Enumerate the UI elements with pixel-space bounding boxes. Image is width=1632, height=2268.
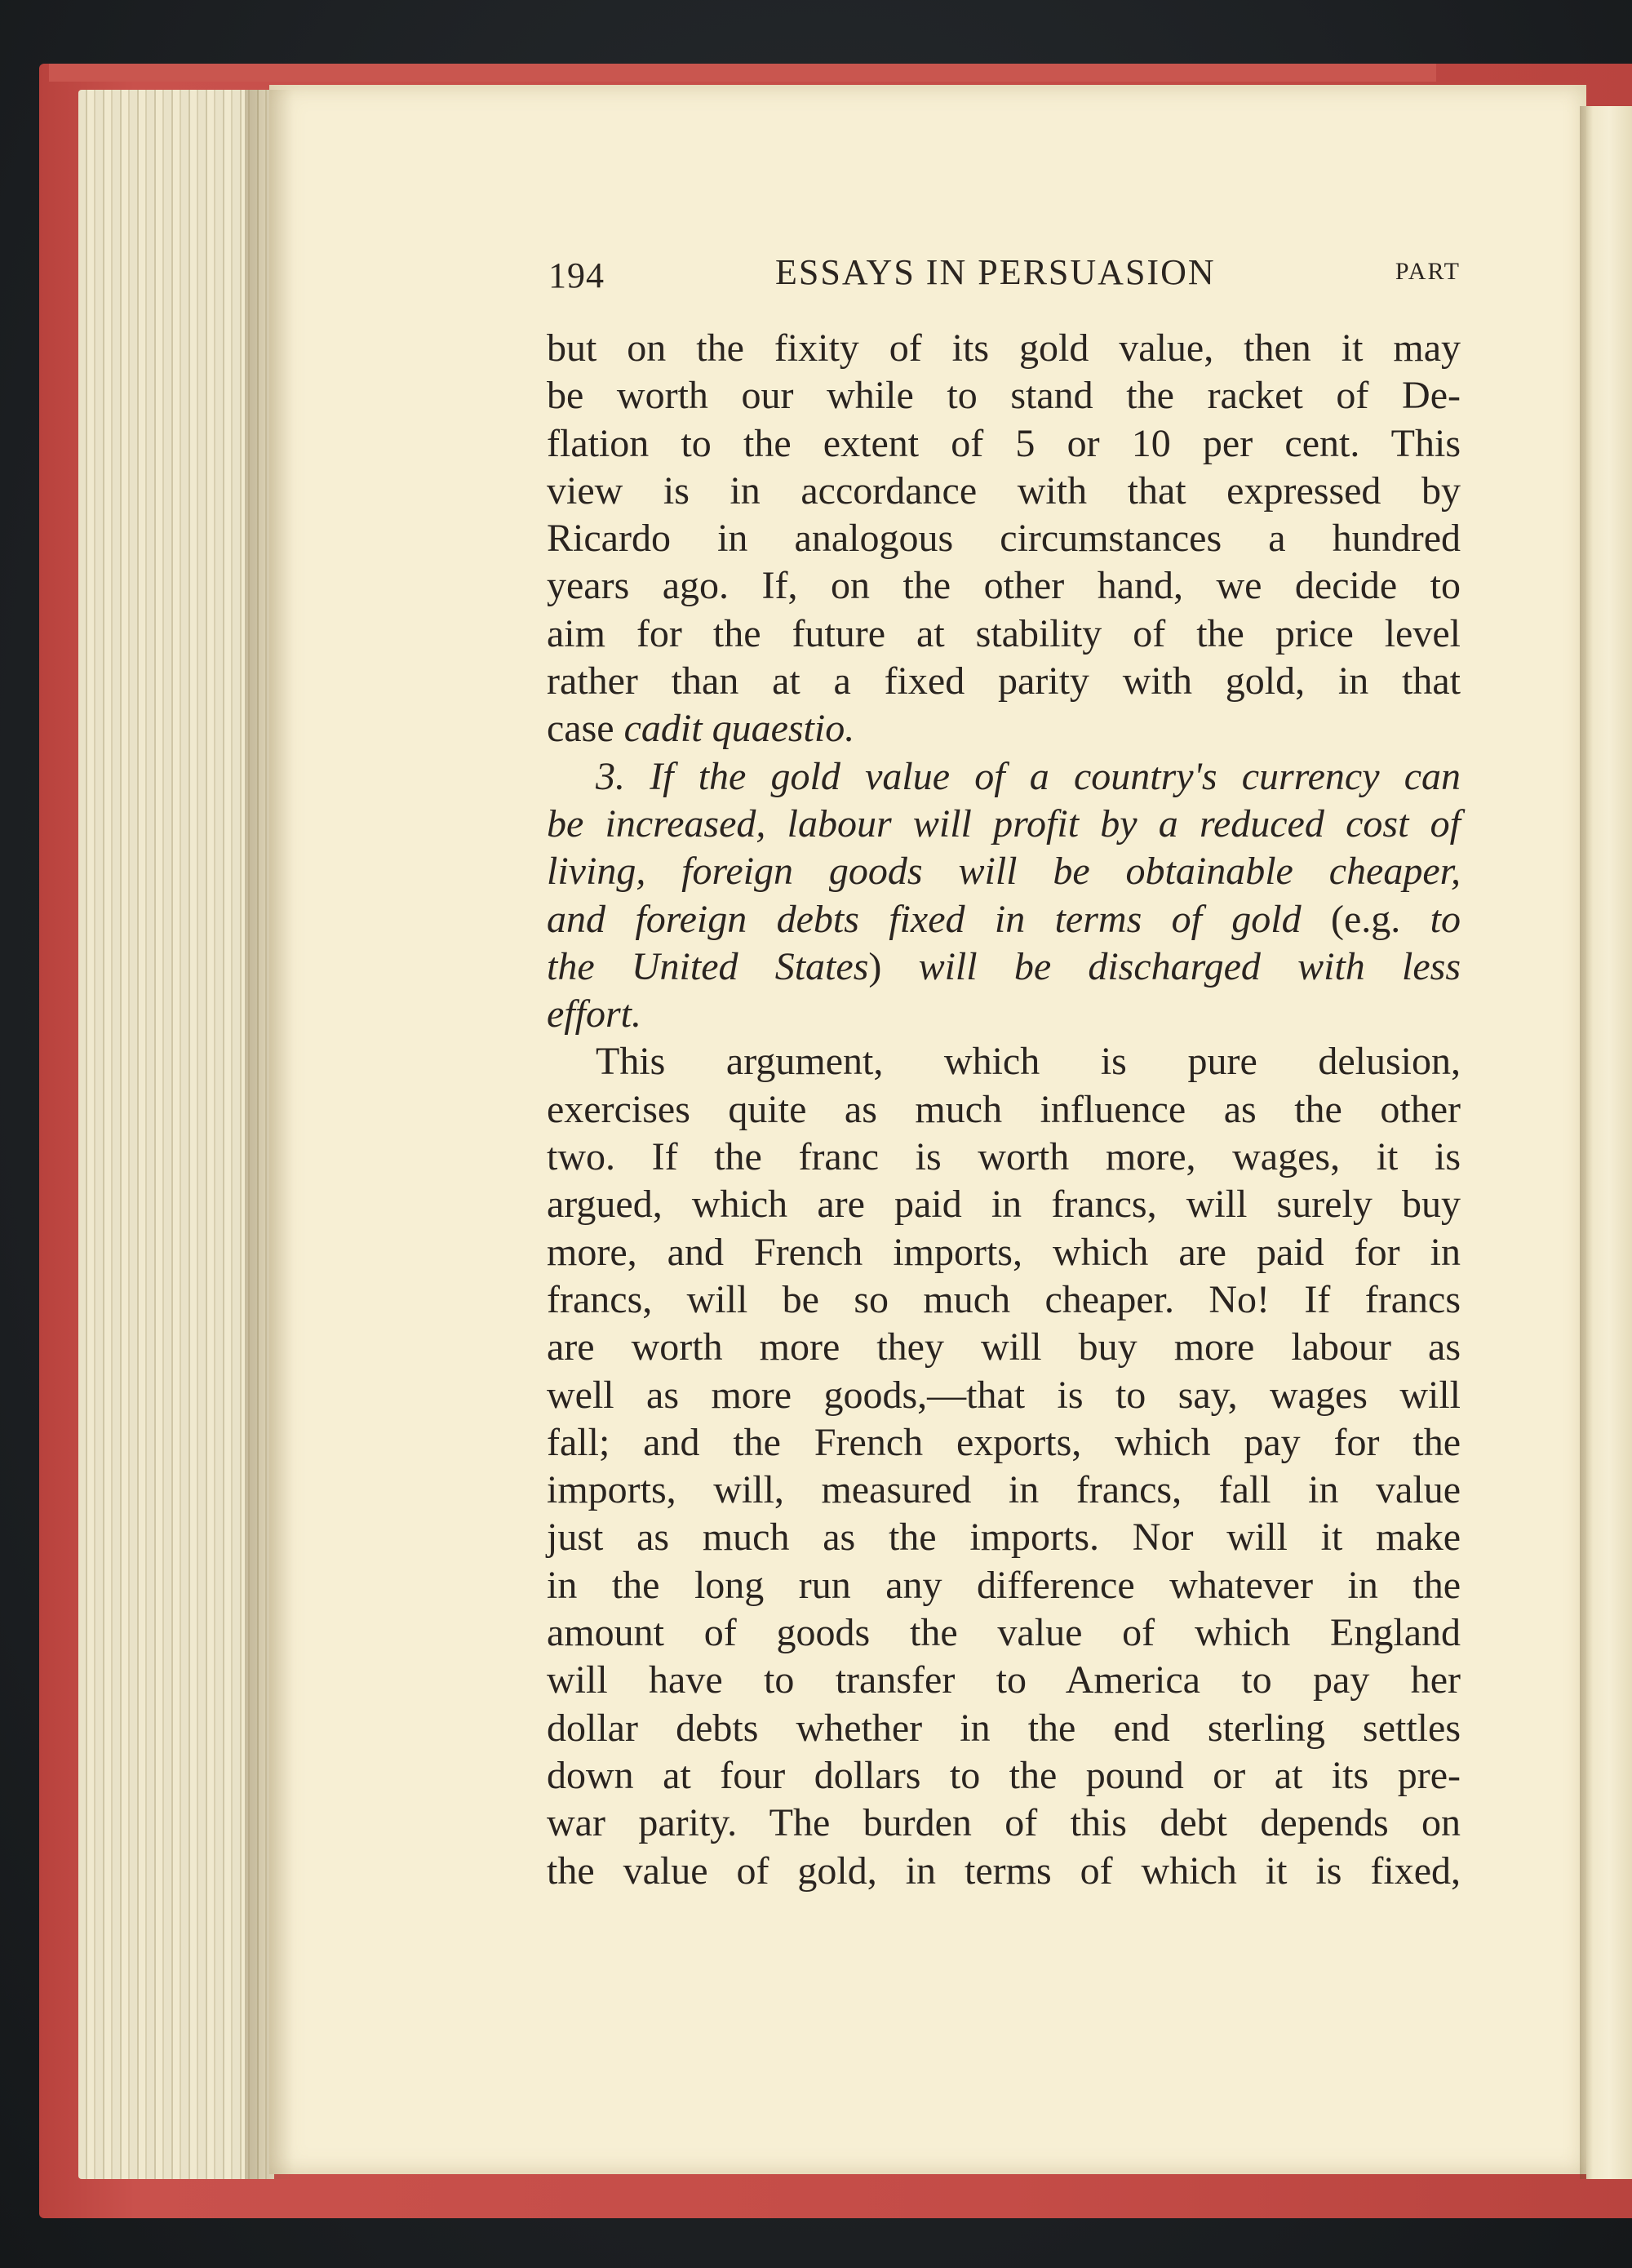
paragraph-1 (547, 325, 1461, 753)
text-line: This argument, which is pure delusion, (596, 1040, 1461, 1084)
text-line: view is in accordance with that expressed by (547, 468, 1461, 513)
paragraph-3 (547, 1038, 1461, 1894)
latin-phrase: cadit quaestio. (623, 707, 855, 751)
section-label: PART (1395, 258, 1461, 285)
text-line: living, foreign goods will be obtainable cheaper, (547, 850, 1461, 894)
text-line: imports, will, measured in francs, fall in value (547, 1468, 1461, 1512)
text-run: and foreign debts fixed in terms of gold (547, 897, 1331, 941)
page-fold-shadow (1580, 106, 1593, 2179)
text-line: fall; and the French exports, which pay for the (547, 1420, 1461, 1464)
book-title: ESSAYS IN PERSUASION (775, 252, 1216, 292)
paragraph-2-proposition (547, 753, 1461, 1039)
text-run: case (547, 707, 624, 751)
text-line: but on the fixity of its gold value, then it may (547, 326, 1461, 370)
text-line: rather than at a fixed parity with gold, in that (547, 659, 1461, 703)
text-run: ) (868, 944, 919, 988)
text-line: Ricardo in analogous circumstances a hundred (547, 517, 1461, 561)
text-line: two. If the franc is worth more, wages, it is (547, 1135, 1461, 1179)
text-line: 3. If the gold value of a country's currency can (596, 754, 1461, 798)
text-line: argued, which are paid in francs, will surely buy (547, 1183, 1461, 1227)
running-head (548, 251, 1461, 300)
text-line: the value of gold, in terms of which it is fixed, (547, 1849, 1461, 1893)
text-line (547, 896, 1461, 943)
facing-page-edge (1586, 106, 1632, 2179)
text-line: effort. (547, 992, 641, 1036)
text-run: the United States (547, 944, 869, 988)
book-cover-top-edge (49, 64, 1436, 82)
text-line: dollar debts whether in the end sterling settles (547, 1706, 1461, 1750)
text-line: francs, will be so much cheaper. No! If francs (547, 1277, 1461, 1321)
text-line: amount of goods the value of which England (547, 1611, 1461, 1655)
text-line: war parity. The burden of this debt depends on (547, 1801, 1461, 1845)
text-line: will have to transfer to America to pay her (547, 1658, 1461, 1702)
text-line: be increased, labour will profit by a reduced cost of (547, 801, 1461, 846)
text-run: to (1430, 897, 1461, 941)
text-line: more, and French imports, which are paid for in (547, 1230, 1461, 1274)
text-line: aim for the future at stability of the price level (547, 611, 1461, 655)
text-line: just as much as the imports. Nor will it make (547, 1516, 1461, 1560)
text-line: exercises quite as much influence as the other (547, 1087, 1461, 1131)
text-line: in the long run any difference whatever in the (547, 1563, 1461, 1607)
text-line (547, 705, 1461, 752)
text-run: will be discharged with less (918, 944, 1461, 988)
body-text (547, 325, 1461, 1895)
text-line: years ago. If, on the other hand, we decide to (547, 564, 1461, 608)
text-line: flation to the extent of 5 or 10 per cent. This (547, 421, 1461, 465)
text-line: are worth more they will buy more labour as (547, 1325, 1461, 1369)
gutter-shadow (245, 90, 294, 2179)
text-line: be worth our while to stand the racket of De- (547, 374, 1461, 418)
text-line: well as more goods,—that is to say, wages will (547, 1373, 1461, 1417)
text-line (547, 943, 1461, 991)
text-line: down at four dollars to the pound or at its pre- (547, 1753, 1461, 1797)
text-run: (e.g. (1331, 897, 1430, 941)
page-number: 194 (548, 255, 605, 295)
